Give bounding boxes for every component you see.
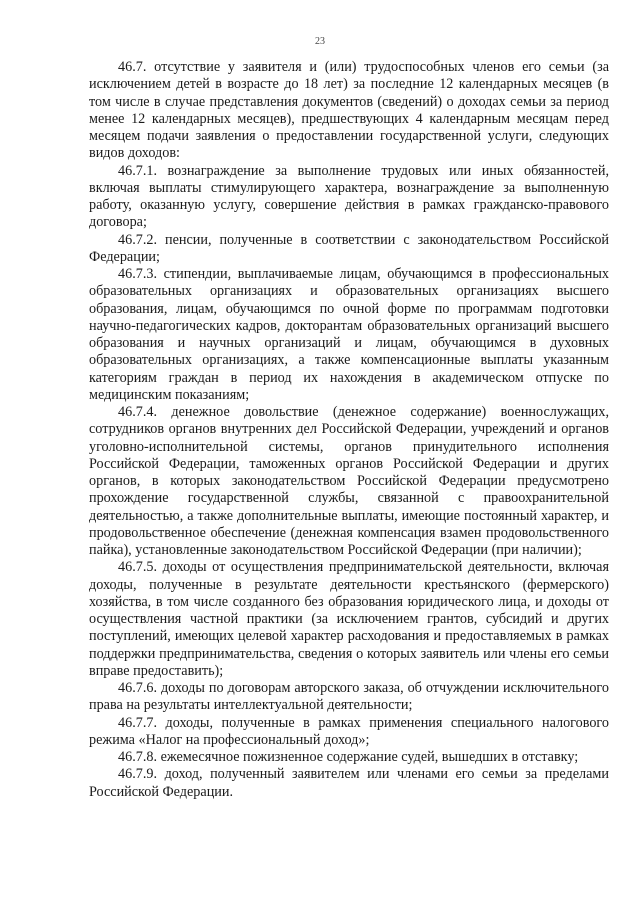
paragraph-46-7-7: 46.7.7. доходы, полученные в рамках применения специального налогового режима «Налог на профессиональный доход»; xyxy=(89,714,609,748)
paragraph-46-7-1: 46.7.1. вознаграждение за выполнение трудовых или иных обязанностей, включая выплаты стимулирующего характера, вознаграждение за выполненную работу, оказанную услугу, совершение действия в рамках гражданско-правового договора; xyxy=(89,162,609,231)
paragraph-46-7-6: 46.7.6. доходы по договорам авторского заказа, об отчуждении исключительного права на результаты интеллектуальной деятельности; xyxy=(89,680,609,714)
page-number: 23 xyxy=(315,36,325,47)
paragraph-46-7-4: 46.7.4. денежное довольствие (денежное содержание) военнослужащих, сотрудников органов внутренних дел Российской Федерации, учреждений и органов уголовно-исполнительной системы, органов принудительного исполнения Российской Федерации, таможенных органов Российской Федерации и других органов, в которых законодательством Российской Федерации предусмотрено прохождение государственной службы, связанной с правоохранительной деятельностью, а также дополнительные выплаты, имеющие постоянный характер, и продовольственное обеспечение (денежная компенсация взамен продовольственного пайка), установленные законодательством Российской Федерации (при наличии); xyxy=(89,404,609,558)
paragraph-46-7-5: 46.7.5. доходы от осуществления предпринимательской деятельности, включая доходы, полученные в результате деятельности крестьянского (фермерского) хозяйства, в том числе созданного без образования юридического лица, и доходы от осуществления частной практики (за исключением грантов, субсидий и других поступлений, имеющих целевой характер расходования и предоставляемых в рамках поддержки предпринимательства, сведения о которых заявитель или члены его семьи вправе предоставить); xyxy=(89,559,609,679)
paragraph-46-7-9: 46.7.9. доход, полученный заявителем или членами его семьи за пределами Российской Федерации. xyxy=(89,766,609,800)
paragraph-46-7-8: 46.7.8. ежемесячное пожизненное содержание судей, вышедших в отставку; xyxy=(118,749,579,765)
paragraph-46-7-3: 46.7.3. стипендии, выплачиваемые лицам, обучающимся в профессиональных образовательных организациях и образовательных организациях высшего образования, лицам, обучающимся по очной форме по программам подготовки научно-педагогических кадров, докторантам образовательных организаций высшего образования и научных организаций и лицам, обучающимся в духовных образовательных организациях, а также компенсационные выплаты указанным категориям граждан в период их нахождения в академическом отпуске по медицинским показаниям; xyxy=(89,266,609,403)
paragraph-46-7: 46.7. отсутствие у заявителя и (или) трудоспособных членов его семьи (за исключением детей в возрасте до 18 лет) за последние 12 календарных месяцев (в том числе в случае представления документов (сведений) о доходах семьи за период менее 12 календарных месяцев), предшествующих 4 календарным месяцам перед месяцем подачи заявления о предоставлении государственной услуги, следующих видов доходов: xyxy=(89,59,609,162)
document-body xyxy=(89,59,609,801)
paragraph-46-7-2: 46.7.2. пенсии, полученные в соответствии с законодательством Российской Федерации; xyxy=(89,231,609,265)
